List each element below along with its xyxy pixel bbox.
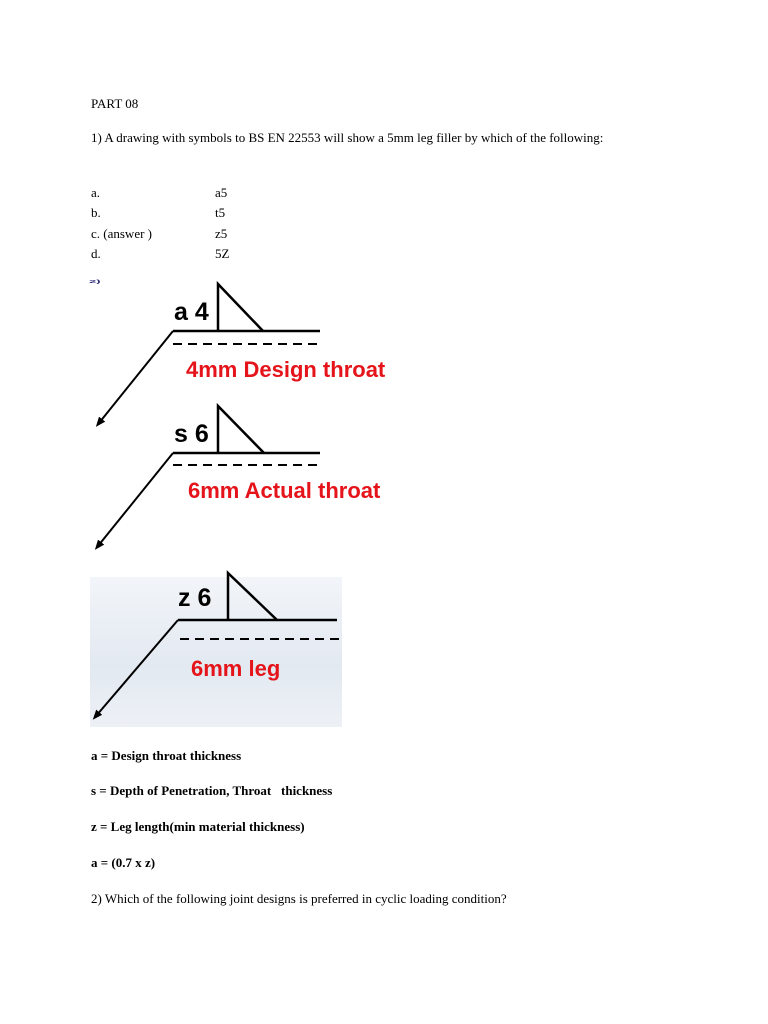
- caption-leg: 6mm leg: [191, 656, 281, 681]
- weld-symbol-z6: [96, 573, 340, 716]
- part-title: PART 08: [91, 96, 139, 111]
- fillet-weld-triangle-icon: [218, 406, 264, 453]
- definition-a-formula: a = (0.7 x z): [91, 855, 156, 870]
- option-b-label: b.: [91, 205, 101, 220]
- cropped-question-number: 2): [89, 279, 101, 285]
- symbol-label-a4: a 4: [174, 298, 209, 326]
- option-d-value: 5Z: [215, 246, 230, 261]
- option-d-label: d.: [91, 246, 101, 261]
- option-a-value: a5: [215, 185, 228, 200]
- option-a-label: a.: [91, 185, 101, 200]
- fillet-weld-triangle-icon: [228, 573, 277, 620]
- weld-symbol-s6: [98, 406, 381, 546]
- caption-actual-throat: 6mm Actual throat: [188, 478, 381, 503]
- definition-z: z = Leg length(min material thickness): [91, 819, 305, 834]
- fillet-weld-triangle-icon: [218, 284, 263, 331]
- symbol-label-z6: z 6: [178, 584, 212, 612]
- question-1-text: 1) A drawing with symbols to BS EN 22553 will show a 5mm leg filler by which of the following:: [91, 130, 604, 145]
- option-b-value: t5: [215, 205, 226, 220]
- question-2-text: 2) Which of the following joint designs is preferred in cyclic loading condition?: [91, 891, 507, 906]
- option-c-label: c. (answer ): [91, 226, 152, 241]
- definition-s: s = Depth of Penetration, Throat thickness: [91, 783, 333, 798]
- weld-symbol-a4: [99, 284, 386, 423]
- option-c-value: z5: [215, 226, 228, 241]
- caption-design-throat: 4mm Design throat: [186, 357, 386, 382]
- definition-a: a = Design throat thickness: [91, 748, 242, 763]
- arrow-line: [99, 331, 173, 423]
- symbol-label-s6: s 6: [174, 420, 209, 448]
- arrow-line: [98, 453, 173, 546]
- arrow-line: [96, 620, 178, 716]
